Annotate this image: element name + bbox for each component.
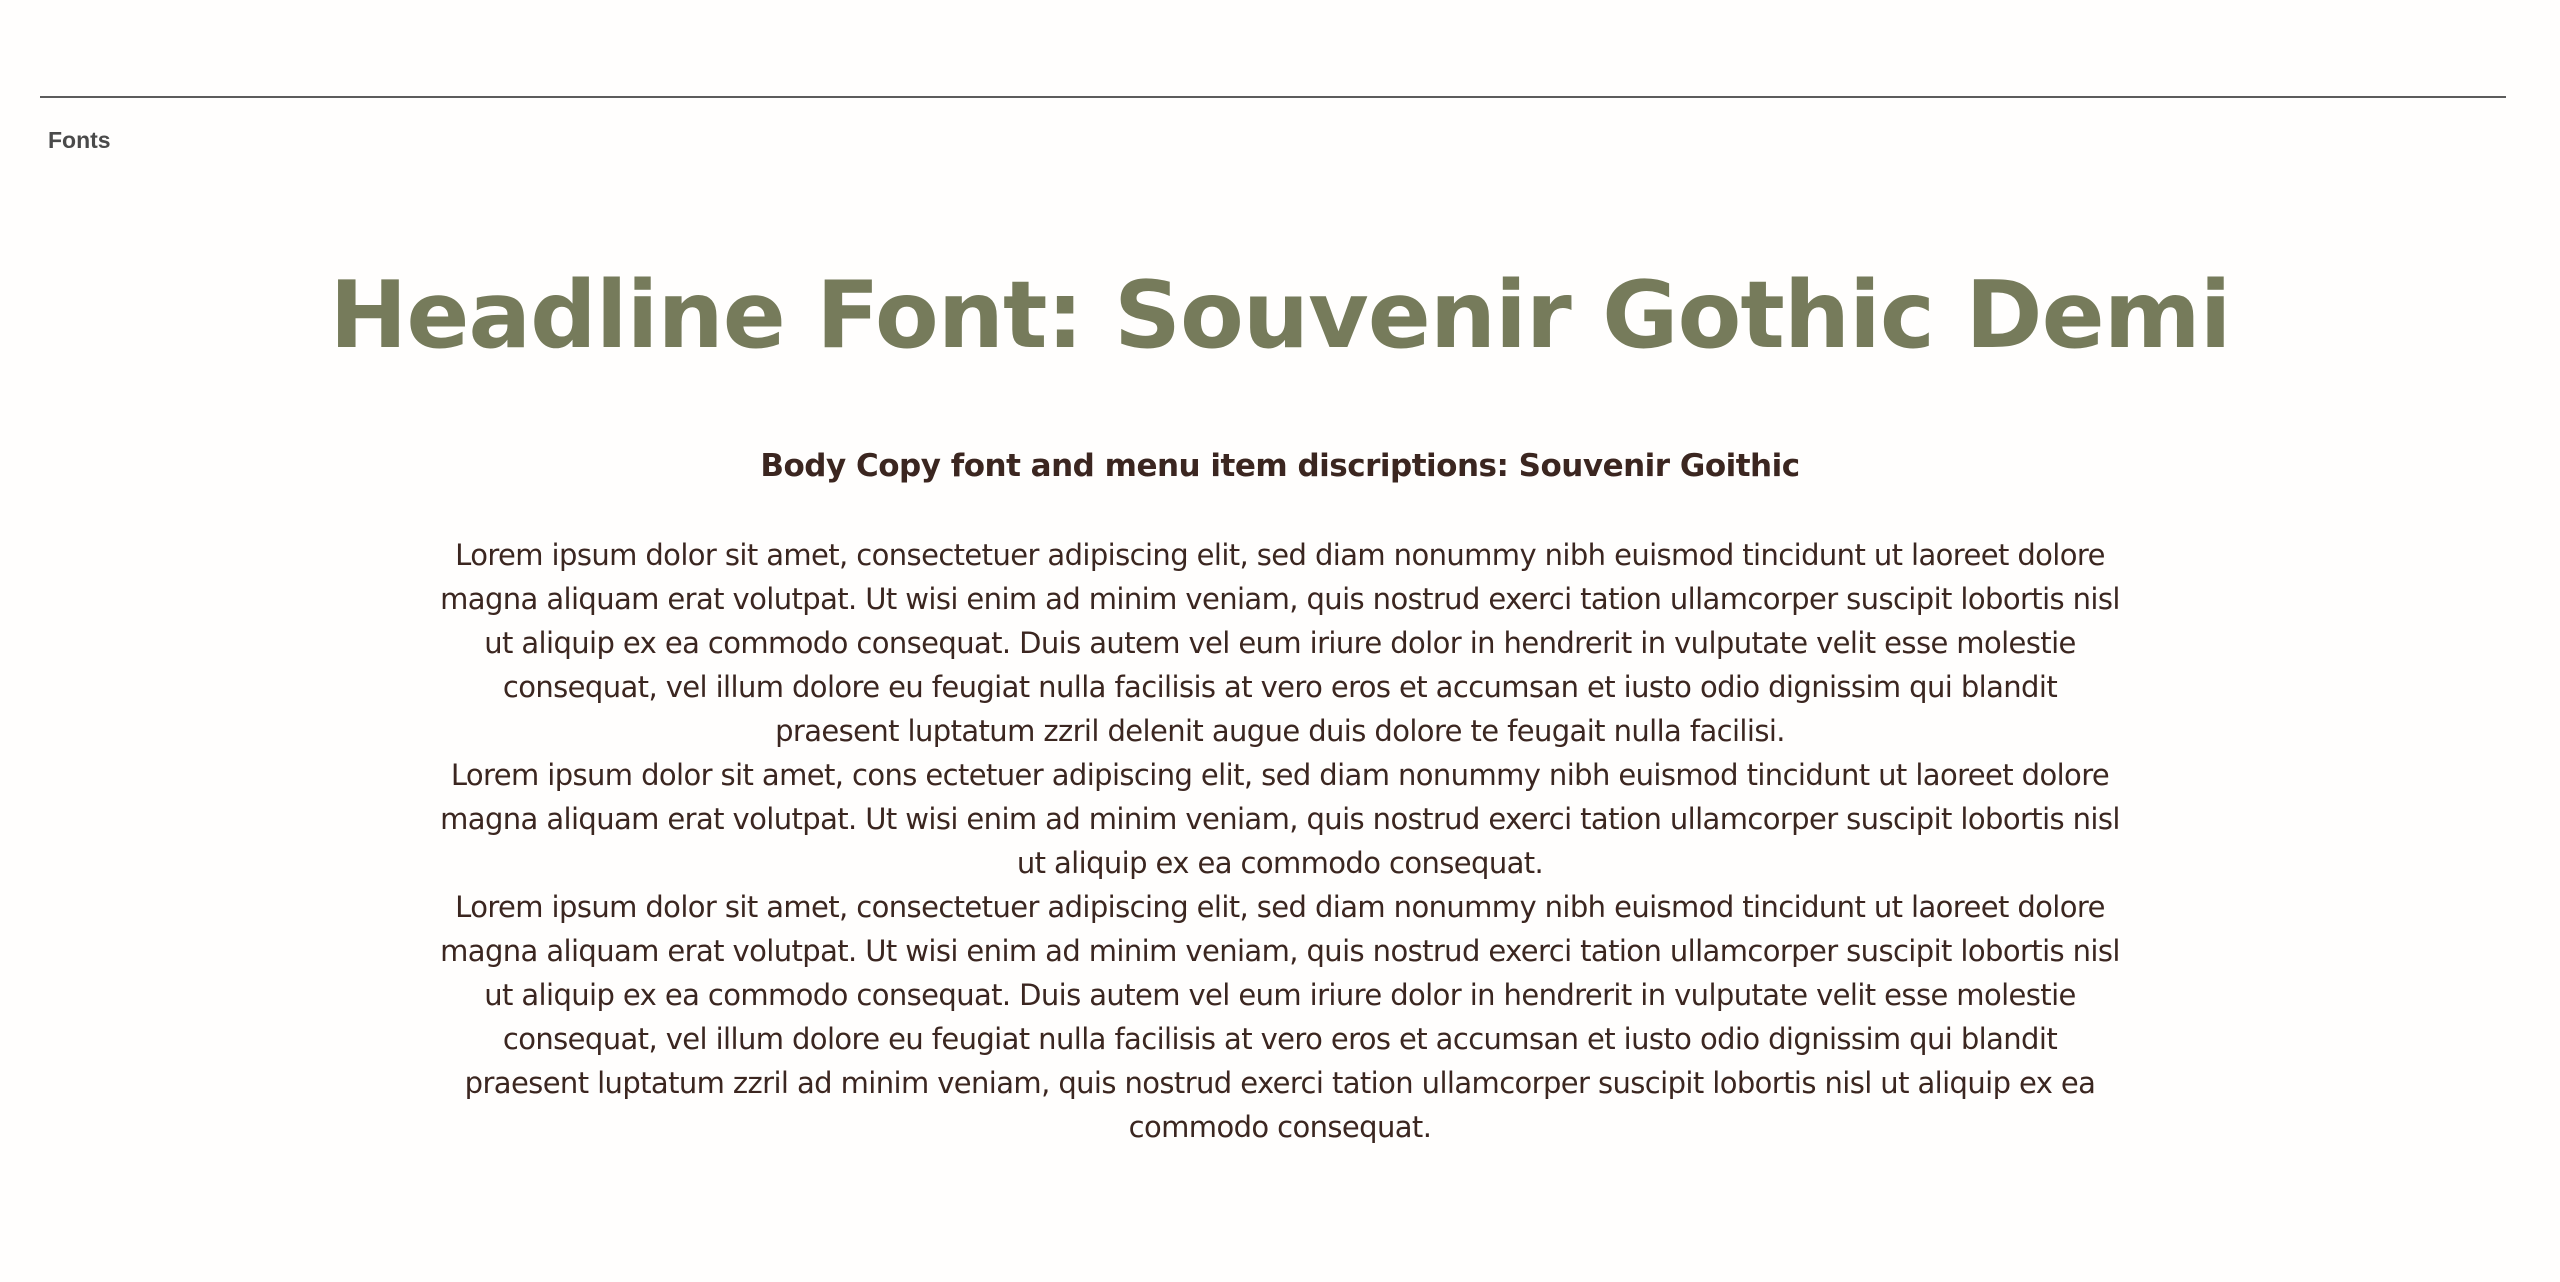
headline: Headline Font: Souvenir Gothic Demi (329, 261, 2231, 369)
section-label: Fonts (48, 127, 111, 153)
body-paragraph-1: Lorem ipsum dolor sit amet, consectetuer adipiscing elit, sed diam nonummy nibh euismod tincidunt ut laoreet dolore magna aliquam erat volutpat. Ut wisi enim ad minim veniam, quis nostrud exerci tation ullamcorper suscipit lobortis nisl ut aliquip ex ea commodo consequat. Duis autem vel eum iriure dolor in hendrerit in vulputate velit esse molestie consequat, vel illum dolore eu feugiat nulla facilisis at vero eros et accumsan et iusto odio dignissim qui blandit praesent luptatum zzril delenit augue duis dolore te feugait nulla facilisi. (440, 538, 2120, 748)
body-paragraph-2: Lorem ipsum dolor sit amet, cons ectetuer adipiscing elit, sed diam nonummy nibh euismod tincidunt ut laoreet dolore magna aliquam erat volutpat. Ut wisi enim ad minim veniam, quis nostrud exerci tation ullamcorper suscipit lobortis nisl ut aliquip ex ea commodo consequat. (440, 758, 2120, 880)
body-copy-heading: Body Copy font and menu item discriptions: Souvenir Goithic (760, 448, 1800, 484)
top-divider (40, 96, 2506, 98)
body-paragraph-3: Lorem ipsum dolor sit amet, consectetuer adipiscing elit, sed diam nonummy nibh euismod tincidunt ut laoreet dolore magna aliquam erat volutpat. Ut wisi enim ad minim veniam, quis nostrud exerci tation ullamcorper suscipit lobortis nisl ut aliquip ex ea commodo consequat. Duis autem vel eum iriure dolor in hendrerit in vulputate velit esse molestie consequat, vel illum dolore eu feugiat nulla facilisis at vero eros et accumsan et iusto odio dignissim qui blandit praesent luptatum zzril ad minim veniam, quis nostrud exerci tation ullamcorper suscipit lobortis nisl ut aliquip ex ea commodo consequat. (440, 890, 2120, 1144)
body-copy (440, 533, 2120, 1149)
